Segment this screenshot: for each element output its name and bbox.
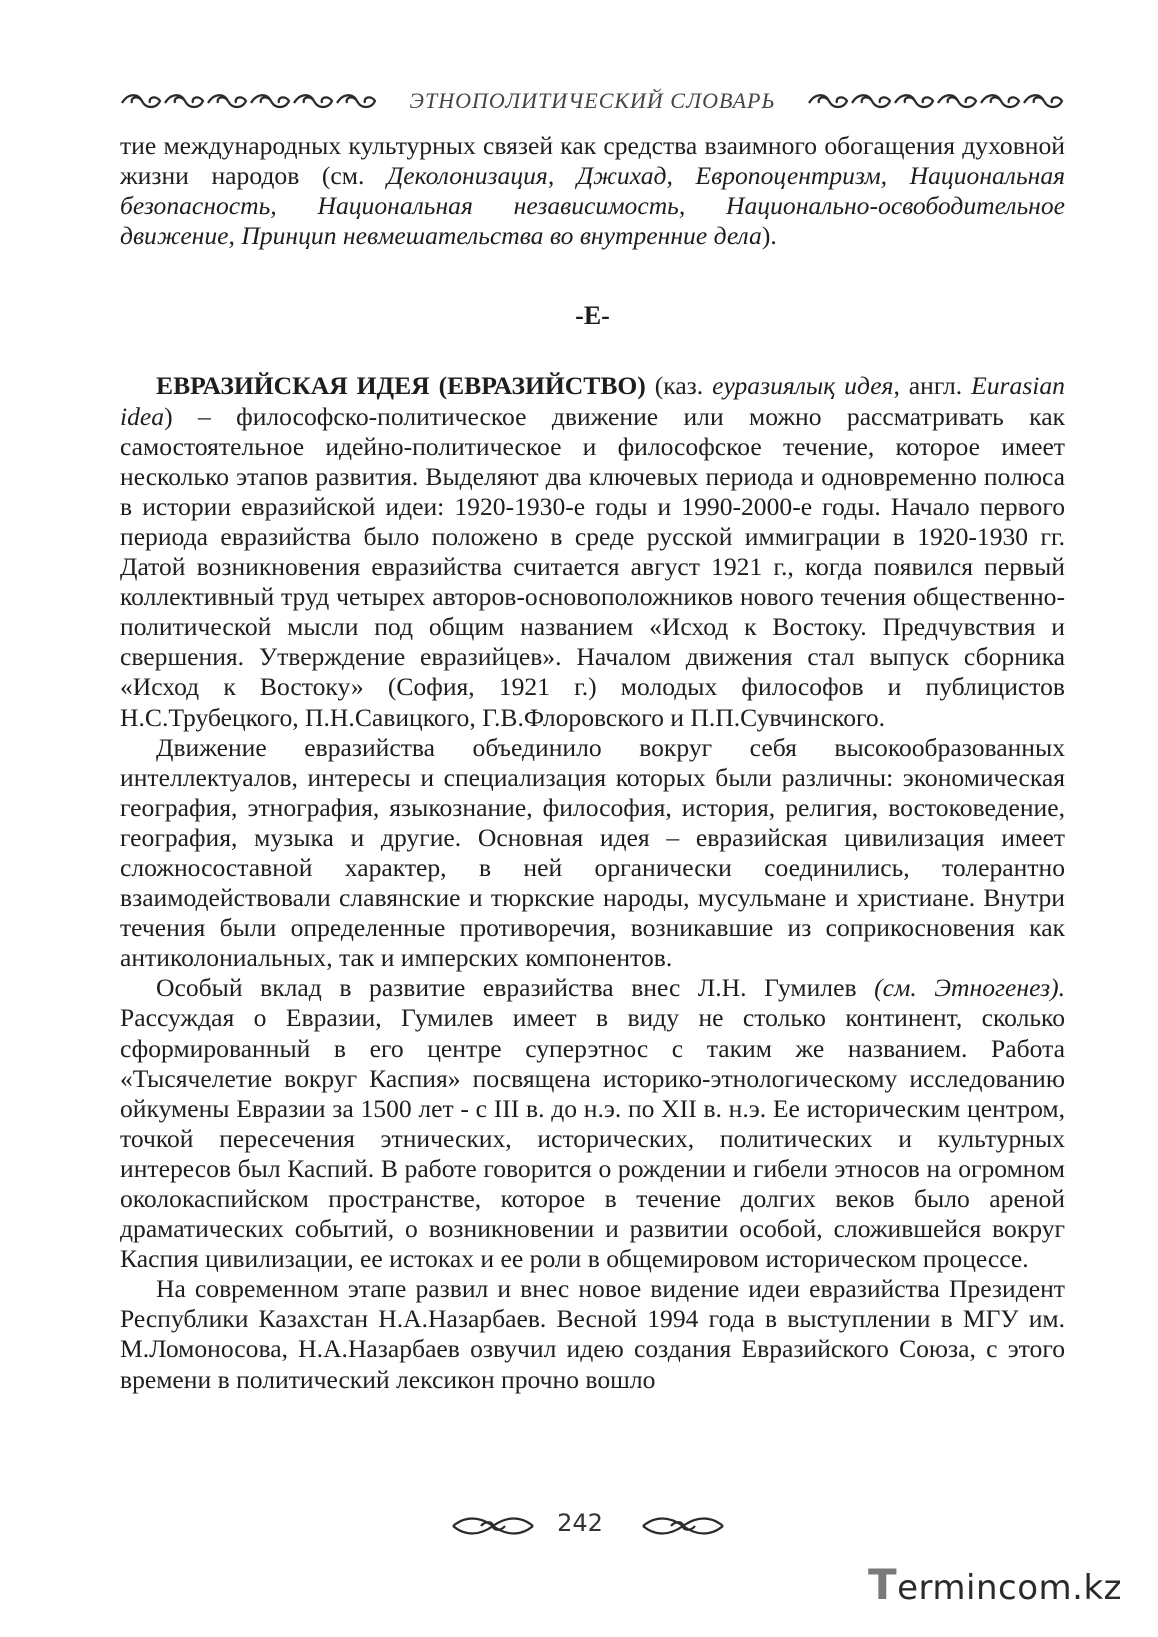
paragraph-continuation (120, 131, 1065, 251)
footer-ornament-left-icon (451, 1515, 535, 1537)
english-term: Eurasian idea (120, 371, 1065, 431)
cross-reference: Деколонизация, Джихад, Европоцентризм, Национальная безопасность, Национальная независимость, Национально-освободительное движение, Принцип невмешательства во внутренние дела (120, 161, 1066, 251)
paragraph-2: Движение евразийства объединило вокруг себя высокообразованных интеллектуалов, интересы и специализация которых были различны: экономическая география, этнография, языкознание, философия, история, религия, востоковедение, география, музыка и другие. Основная идея – евразийская цивилизация имеет сложносоставной характер, в ней органически соединились, толерантно взаимодействовали славянские и тюркские народы, мусульмане и христиане. Внутри течения были определенные противоречия, возникавшие из соприкосновения как антиколониальных, так и имперских компонентов. (120, 732, 1065, 973)
running-header (120, 84, 1065, 120)
section-letter: -Е- (575, 301, 610, 331)
watermark-initial: T (867, 1560, 898, 1609)
text-span: m.kz (1038, 1568, 1122, 1608)
footer-ornament-right-icon (641, 1515, 725, 1537)
page-footer (0, 1509, 1158, 1545)
text-span: тие международных культурных связей как средства взаимного обогащения духовной жизни народов (см. (120, 131, 1065, 191)
site-watermark (868, 1560, 1122, 1609)
cross-reference: (см. Этногенез). (874, 973, 1066, 1003)
kazakh-term: еуразиялық идея (712, 371, 894, 401)
paragraph-4: На современном этапе развил и внес новое видение идеи евразийства Президент Республики Казахстан Н.А.Назарбаев. Весной 1994 года в выступлении в МГУ им. М.Ломоносова, Н.А.Назарбаев озвучил идею создания Евразийского Союза, с этого времени в политический лексикон прочно вошло (120, 1274, 1065, 1394)
paragraph-3 (120, 973, 1065, 1274)
text-span: o (1017, 1568, 1039, 1608)
text-span: ) – философско-политическое движение или можно рассматривать как самостоятельное идейно-политическое и философское течение, которое имеет несколько этапов развития. Выделяют два ключевых периода и одновременно полюса в истории евразийской идеи: 1920-1930-е годы и 1990-2000-е годы. Начало первого периода евразийства было положено в среде русской иммиграции в 1920-1930 гг. Датой возникновения евразийства считается август 1921 г., когда появился первый коллективный труд четырех авторов-основоположников нового течения общественно-политической мысли под общим названием «Исход к Востоку. Предчувствия и свершения. Утверждение евразийцев». Началом движения стал выпуск сборника «Исход к Востоку» (София, 1921 г.) молодых философов и публицистов Н.С.Трубецкого, П.Н.Савицкого, Г.В.Флоровского и П.П.Сувчинского. (120, 401, 1065, 732)
text-span: ). (761, 221, 777, 251)
entry-term: ЕВРАЗИЙСКАЯ ИДЕЯ (ЕВРАЗИЙСТВО) (156, 371, 646, 401)
text-span: Рассуждая о Евразии, Гумилев имеет в виду не столько континент, сколько сформированный в его центре суперэтнос с таким же названием. Работа «Тысячелетие вокруг Каспия» посвящена историко-этнологическому исследованию ойкумены Евразии за 1500 лет - с III в. до н.э. по XII в. н.э. Ее историческим центром, точкой пересечения этнических, исторических, политических и культурных интересов был Каспий. В работе говорится о рождении и гибели этносов на огромном околокаспийском пространстве, которое в течение долгих веков было ареной драматических событий, о возникновении и развитии особой, сложившейся вокруг Каспия цивилизации, ее истоках и ее роли в общемировом историческом процессе. (120, 1003, 1065, 1274)
text-span: Особый вклад в развитие евразийства внес Л.Н. Гумилев (156, 973, 875, 1003)
page-body (120, 131, 1065, 1395)
entry-eurasian-idea (120, 371, 1065, 732)
text-span: erminc (897, 1568, 1018, 1608)
text-span: (каз. (645, 371, 713, 401)
header-ornament-right-icon (807, 92, 1065, 112)
header-title: ЭТНОПОЛИТИЧЕСКИЙ СЛОВАРЬ (409, 88, 776, 113)
page-number: 242 (557, 1509, 603, 1537)
text-span: , англ. (893, 371, 972, 401)
